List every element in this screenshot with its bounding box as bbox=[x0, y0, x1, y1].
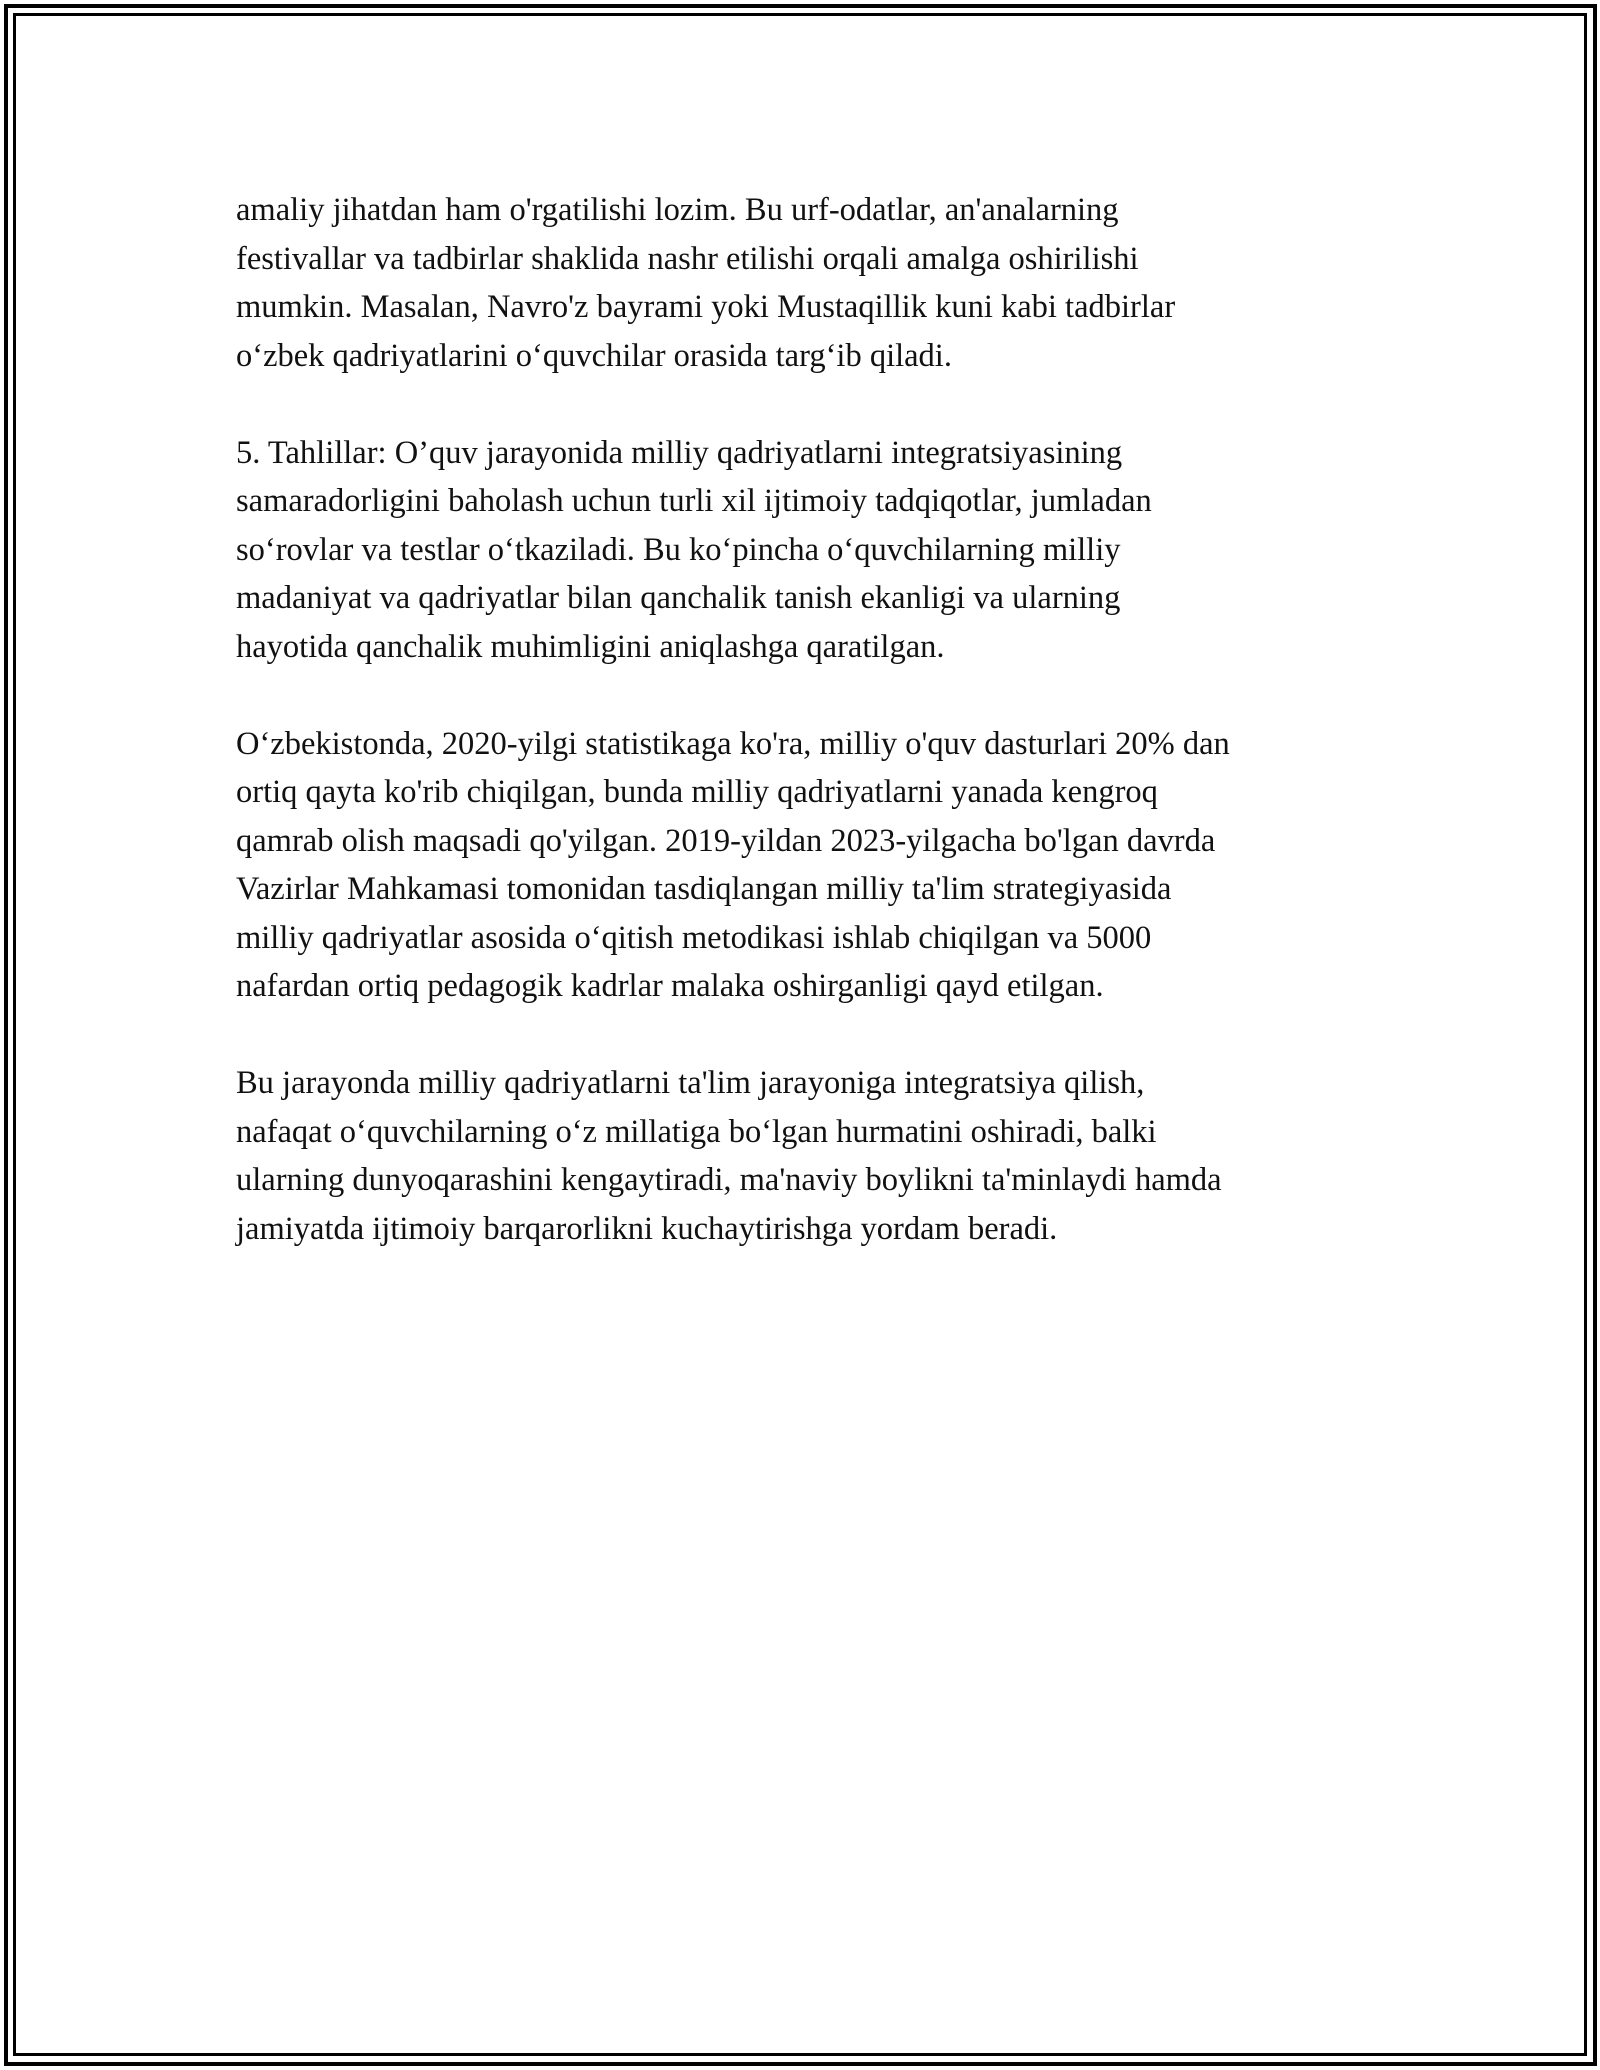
text-line: qamrab olish maqsadi qo'yilgan. 2019-yildan 2023-yilgacha bo'lgan davrda bbox=[236, 822, 1216, 859]
text-line: O‘zbekistonda, 2020-yilgi statistikaga ko'ra, milliy o'quv dasturlari 20% dan bbox=[236, 725, 1230, 762]
text-line: amaliy jihatdan ham o'rgatilishi lozim. Bu urf-odatlar, an'analarning bbox=[236, 192, 1119, 228]
text-line: nafaqat o‘quvchilarning o‘z millatiga bo‘lgan hurmatini oshiradi, balki bbox=[236, 1113, 1157, 1150]
text-line: Vazirlar Mahkamasi tomonidan tasdiqlangan milliy ta'lim strategiyasida bbox=[236, 871, 1172, 907]
paragraph-4-conclusion bbox=[236, 1059, 1386, 1253]
paragraph-2-analysis bbox=[236, 429, 1386, 672]
text-line: so‘rovlar va testlar o‘tkaziladi. Bu ko‘pincha o‘quvchilarning milliy bbox=[236, 531, 1121, 568]
text-line: Bu jarayonda milliy qadriyatlarni ta'lim jarayoniga integratsiya qilish, bbox=[236, 1065, 1145, 1101]
text-line: o‘zbek qadriyatlarini o‘quvchilar orasida targ‘ib qiladi. bbox=[236, 337, 952, 374]
text-line: samaradorligini baholash uchun turli xil ijtimoiy tadqiqotlar, jumladan bbox=[236, 483, 1152, 519]
text-line: festivallar va tadbirlar shaklida nashr etilishi orqali amalga oshirilishi bbox=[236, 240, 1139, 277]
text-line: jamiyatda ijtimoiy barqarorlikni kuchaytirishga yordam beradi. bbox=[236, 1210, 1058, 1247]
text-line: ularning dunyoqarashini kengaytiradi, ma'naviy boylikni ta'minlaydi hamda bbox=[236, 1162, 1222, 1198]
paragraph-1 bbox=[236, 186, 1386, 380]
text-line: 5. Tahlillar: O’quv jarayonida milliy qadriyatlarni integratsiyasining bbox=[236, 434, 1123, 471]
text-line: milliy qadriyatlar asosida o‘qitish metodikasi ishlab chiqilgan va 5000 bbox=[236, 919, 1152, 956]
text-line: ortiq qayta ko'rib chiqilgan, bunda milliy qadriyatlarni yanada kengroq bbox=[236, 774, 1158, 810]
document-body bbox=[236, 186, 1386, 1302]
text-line: nafardan ortiq pedagogik kadrlar malaka oshirganligi qayd etilgan. bbox=[236, 968, 1104, 1004]
text-line: hayotida qanchalik muhimligini aniqlashga qaratilgan. bbox=[236, 628, 945, 665]
paragraph-3-statistics bbox=[236, 720, 1386, 1011]
text-line: madaniyat va qadriyatlar bilan qanchalik tanish ekanligi va ularning bbox=[236, 580, 1121, 616]
text-line: mumkin. Masalan, Navro'z bayrami yoki Mustaqillik kuni kabi tadbirlar bbox=[236, 289, 1176, 325]
